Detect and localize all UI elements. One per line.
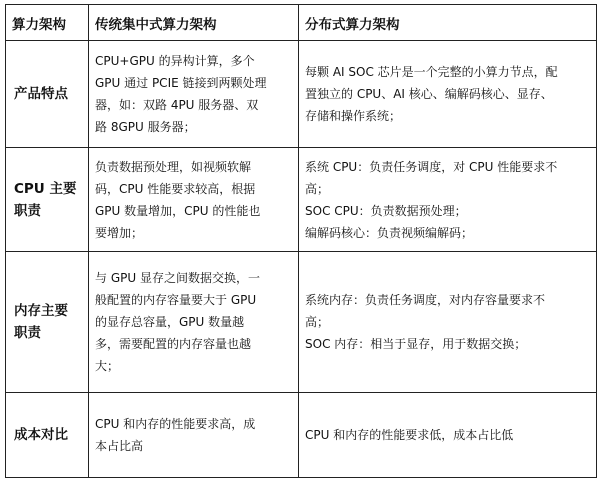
table-row	[6, 252, 597, 393]
distributed-cell: 每颗 AI SOC 芯片是一个完整的小算力节点，配 置独立的 CPU、AI 核心、编解码核心、显存、 存储和操作系统；	[299, 41, 597, 148]
header-distributed: 分布式算力架构	[299, 5, 597, 41]
row-label: 内存主要 职责	[6, 252, 89, 393]
header-architecture: 算力架构	[6, 5, 89, 41]
row-label: CPU 主要 职责	[6, 148, 89, 252]
centralized-cell: 负责数据预处理，如视频软解 码，CPU 性能要求较高，根据 GPU 数量增加，CPU 的性能也 要增加；	[89, 148, 299, 252]
table-row	[6, 393, 597, 478]
comparison-table	[5, 4, 597, 478]
header-row	[6, 5, 597, 41]
table-row	[6, 41, 597, 148]
header-centralized: 传统集中式算力架构	[89, 5, 299, 41]
distributed-cell: 系统内存：负责任务调度，对内存容量要求不 高； SOC 内存：相当于显存，用于数据交换；	[299, 252, 597, 393]
row-label: 产品特点	[6, 41, 89, 148]
distributed-cell: 系统 CPU：负责任务调度，对 CPU 性能要求不 高； SOC CPU：负责数据预处理； 编解码核心：负责视频编解码；	[299, 148, 597, 252]
row-label: 成本对比	[6, 393, 89, 478]
centralized-cell: CPU+GPU 的异构计算，多个 GPU 通过 PCIE 链接到两颗处理 器，如：双路 4PU 服务器、双 路 8GPU 服务器；	[89, 41, 299, 148]
centralized-cell: CPU 和内存的性能要求高，成 本占比高	[89, 393, 299, 478]
table-row	[6, 148, 597, 252]
distributed-cell: CPU 和内存的性能要求低，成本占比低	[299, 393, 597, 478]
centralized-cell: 与 GPU 显存之间数据交换，一 般配置的内存容量要大于 GPU 的显存总容量，GPU 数量越 多，需要配置的内存容量也越 大；	[89, 252, 299, 393]
